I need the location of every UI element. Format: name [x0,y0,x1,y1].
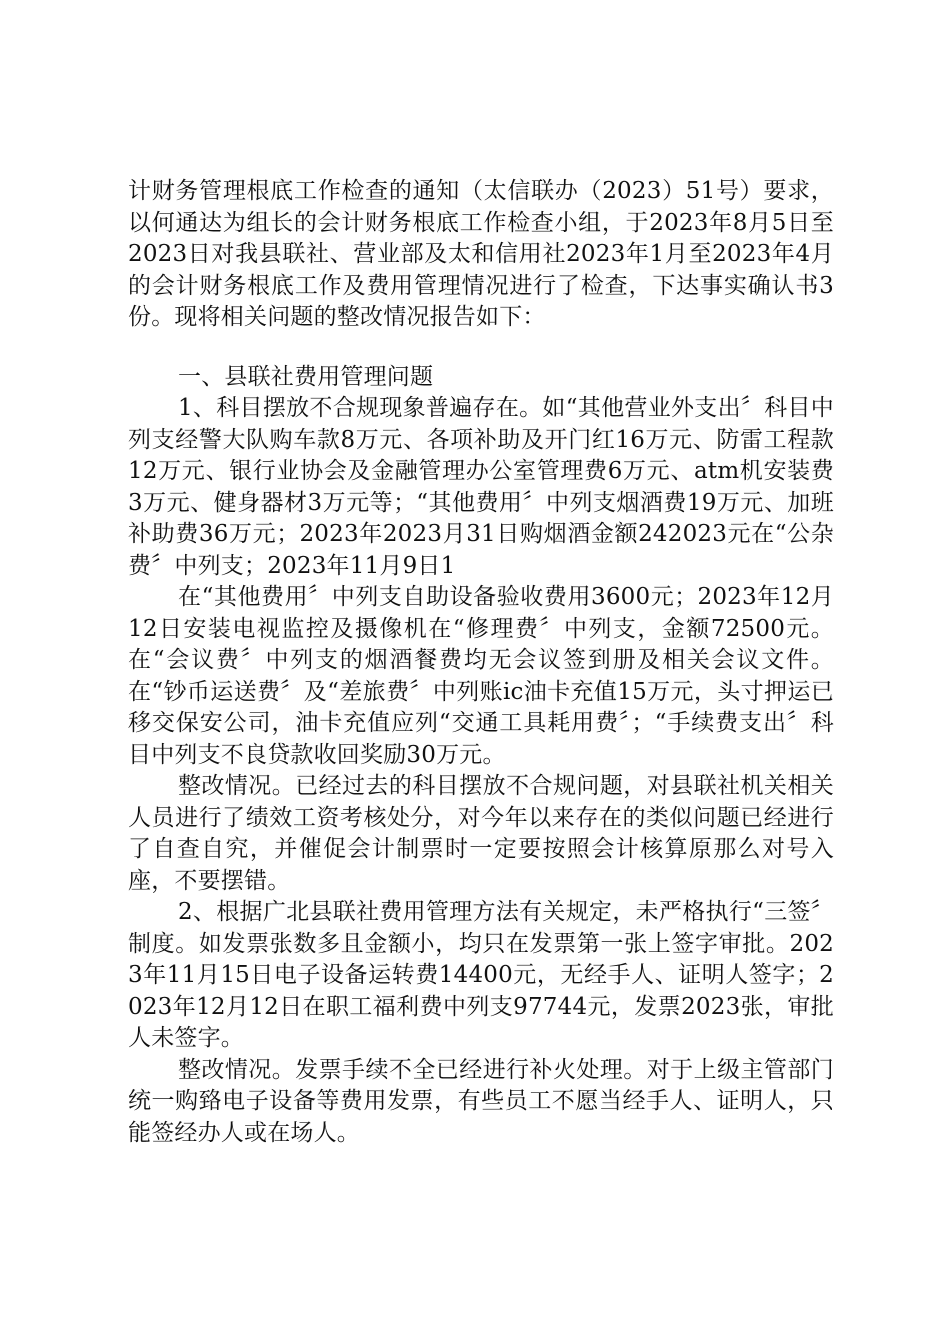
rectification-1-paragraph: 整改情况。已经过去的科目摆放不合规问题，对县联社机关相关人员进行了绩效工资考核处分，对今年以来存在的类似问题已经进行了自查自究，并催促会计制票时一定要按照会计核算原那么对号入座，不要摆错。 [128,773,834,894]
document-body [128,176,834,1149]
intro-paragraph: 计财务管理根底工作检查的通知（太信联办（2023）51号）要求，以何通达为组长的会计财务根底工作检查小组，于2023年8月5日至2023日对我县联社、营业部及太和信用社2023年1月至2023年4月的会计财务根底工作及费用管理情况进行了检查，下达事实确认书3份。现将相关问题的整改情况报告如下： [128,178,834,330]
issue-1-continued-paragraph: 在“其他费用〞中列支自助设备验收费用3600元；2023年12月12日安装电视监控及摄像机在“修理费〞中列支，金额72500元。在“会议费〞中列支的烟酒餐费均无会议签到册及相关会议文件。在“钞币运送费〞及“差旅费〞中列账ic油卡充值15万元，头寸押运已移交保安公司，油卡充值应列“交通工具耗用费〞；“手续费支出〞科目中列支不良贷款收回奖励30万元。 [128,584,834,768]
issue-2-paragraph: 2、根据广北县联社费用管理方法有关规定，未严格执行“三签〞制度。如发票张数多且金额小，均只在发票第一张上签字审批。2023年11月15日电子设备运转费14400元，无经手人、证明人签字；2023年12月12日在职工福利费中列支97744元，发票2023张，审批人未签字。 [128,899,834,1051]
issue-1-paragraph: 1、科目摆放不合规现象普遍存在。如“其他营业外支出〞科目中列支经警大队购车款8万元、各项补助及开门红16万元、防雷工程款12万元、银行业协会及金融管理办公室管理费6万元、atm机安装费3万元、健身器材3万元等；“其他费用〞中列支烟酒费19万元、加班补助费36万元；2023年2023月31日购烟酒金额242023元在“公杂费〞中列支；2023年11月9日1 [128,395,834,579]
section-heading: 一、县联社费用管理问题 [178,363,434,390]
rectification-2-paragraph: 整改情况。发票手续不全已经进行补火处理。对于上级主管部门统一购臵电子设备等费用发票，有些员工不愿当经手人、证明人，只能签经办人或在场人。 [128,1056,834,1146]
